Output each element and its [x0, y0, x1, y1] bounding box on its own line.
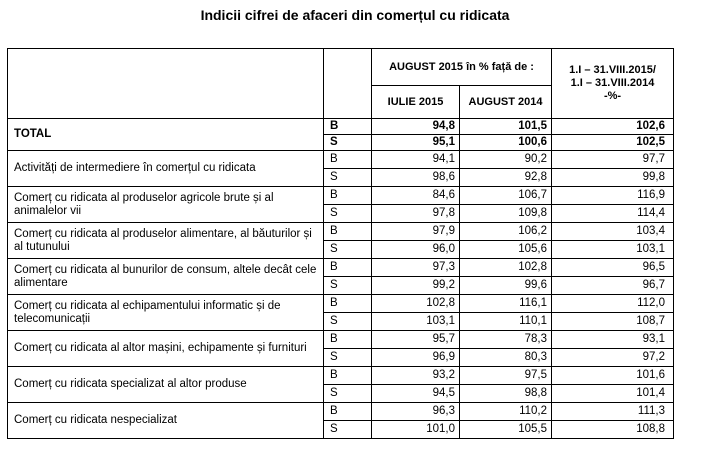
row-label: Comerț cu ridicata al produselor agricole brute și al animalelor vii	[8, 187, 324, 223]
header-col3-line1: 1.I – 31.VIII.2015/	[569, 64, 656, 76]
row-type: S	[324, 313, 372, 331]
value-august-2014: 102,8	[460, 259, 552, 277]
value-august-2014: 92,8	[460, 169, 552, 187]
header-col3	[552, 49, 674, 119]
value-iulie-2015: 95,1	[372, 135, 460, 151]
value-august-2014: 110,1	[460, 313, 552, 331]
value-cumulative: 114,4	[552, 205, 674, 223]
row-label: Comerț cu ridicata al altor mașini, echipamente și furnituri	[8, 331, 324, 367]
value-august-2014: 98,8	[460, 385, 552, 403]
value-iulie-2015: 97,9	[372, 223, 460, 241]
value-cumulative: 102,6	[552, 119, 674, 135]
row-label: Comerț cu ridicata specializat al altor produse	[8, 367, 324, 403]
row-type: S	[324, 205, 372, 223]
value-august-2014: 100,6	[460, 135, 552, 151]
value-iulie-2015: 97,8	[372, 205, 460, 223]
value-iulie-2015: 94,8	[372, 119, 460, 135]
value-cumulative: 111,3	[552, 403, 674, 421]
page-title: Indicii cifrei de afaceri din comerțul cu ridicata	[200, 7, 510, 23]
row-label: Comerț cu ridicata al bunurilor de consum, altele decât cele alimentare	[8, 259, 324, 295]
value-iulie-2015: 84,6	[372, 187, 460, 205]
value-iulie-2015: 93,2	[372, 367, 460, 385]
value-cumulative: 112,0	[552, 295, 674, 313]
value-cumulative: 99,8	[552, 169, 674, 187]
header-group: AUGUST 2015 în % față de :	[372, 49, 552, 86]
value-august-2014: 90,2	[460, 151, 552, 169]
turnover-index-table	[7, 48, 674, 439]
value-cumulative: 93,1	[552, 331, 674, 349]
value-iulie-2015: 94,5	[372, 385, 460, 403]
row-label: Activități de intermediere în comerțul cu ridicata	[8, 151, 324, 187]
row-type: S	[324, 349, 372, 367]
value-cumulative: 101,6	[552, 367, 674, 385]
row-type: B	[324, 223, 372, 241]
value-iulie-2015: 94,1	[372, 151, 460, 169]
value-cumulative: 101,4	[552, 385, 674, 403]
value-august-2014: 110,2	[460, 403, 552, 421]
row-label: Comerț cu ridicata nespecializat	[8, 403, 324, 439]
header-empty-bs	[324, 49, 372, 119]
value-iulie-2015: 96,9	[372, 349, 460, 367]
value-cumulative: 102,5	[552, 135, 674, 151]
value-iulie-2015: 96,0	[372, 241, 460, 259]
row-type: B	[324, 367, 372, 385]
value-august-2014: 97,5	[460, 367, 552, 385]
value-cumulative: 108,7	[552, 313, 674, 331]
row-label: Comerț cu ridicata al produselor alimentare, al băuturilor și al tutunului	[8, 223, 324, 259]
value-august-2014: 106,2	[460, 223, 552, 241]
value-cumulative: 103,1	[552, 241, 674, 259]
value-august-2014: 109,8	[460, 205, 552, 223]
row-type: S	[324, 421, 372, 439]
header-col3-line3: -%-	[603, 90, 622, 102]
header-empty-label	[8, 49, 324, 119]
row-type: B	[324, 151, 372, 169]
value-iulie-2015: 96,3	[372, 403, 460, 421]
row-type: B	[324, 259, 372, 277]
value-august-2014: 78,3	[460, 331, 552, 349]
value-august-2014: 80,3	[460, 349, 552, 367]
value-iulie-2015: 98,6	[372, 169, 460, 187]
row-type: B	[324, 187, 372, 205]
row-type: S	[324, 385, 372, 403]
value-cumulative: 108,8	[552, 421, 674, 439]
value-cumulative: 96,7	[552, 277, 674, 295]
value-iulie-2015: 99,2	[372, 277, 460, 295]
header-col2: AUGUST 2014	[460, 86, 552, 119]
value-iulie-2015: 103,1	[372, 313, 460, 331]
value-iulie-2015: 95,7	[372, 331, 460, 349]
value-cumulative: 116,9	[552, 187, 674, 205]
header-col3-line2: 1.I – 31.VIII.2014	[570, 77, 655, 89]
row-type: S	[324, 169, 372, 187]
header-col1: IULIE 2015	[372, 86, 460, 119]
value-august-2014: 105,5	[460, 421, 552, 439]
value-august-2014: 101,5	[460, 119, 552, 135]
value-iulie-2015: 102,8	[372, 295, 460, 313]
value-cumulative: 103,4	[552, 223, 674, 241]
value-iulie-2015: 101,0	[372, 421, 460, 439]
row-type: B	[324, 295, 372, 313]
value-august-2014: 106,7	[460, 187, 552, 205]
row-type: S	[324, 135, 372, 151]
row-label: Comerț cu ridicata al echipamentului informatic și de telecomunicații	[8, 295, 324, 331]
row-type: B	[324, 403, 372, 421]
value-cumulative: 97,2	[552, 349, 674, 367]
value-cumulative: 96,5	[552, 259, 674, 277]
value-iulie-2015: 97,3	[372, 259, 460, 277]
row-type: S	[324, 277, 372, 295]
value-august-2014: 99,6	[460, 277, 552, 295]
row-label: TOTAL	[8, 119, 324, 151]
value-august-2014: 116,1	[460, 295, 552, 313]
row-type: B	[324, 331, 372, 349]
row-type: S	[324, 241, 372, 259]
row-type: B	[324, 119, 372, 135]
value-august-2014: 105,6	[460, 241, 552, 259]
value-cumulative: 97,7	[552, 151, 674, 169]
